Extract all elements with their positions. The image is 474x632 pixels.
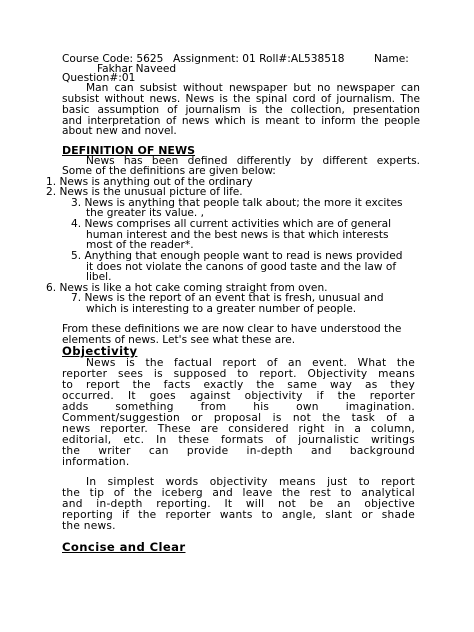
- intro-line: and interpretation of news which is meant to inform the people: [62, 115, 420, 127]
- definition-item: 2. News is the unusual picture of life.: [46, 186, 243, 198]
- definition-item: 6. News is like a hot cake coming straight from oven.: [46, 282, 328, 294]
- objectivity-line: information.: [62, 456, 130, 468]
- objectivity-line: editorial, etc. In these formats of journalistic writings: [62, 434, 415, 446]
- question-number: Question#:01: [62, 72, 136, 84]
- intro-line: subsist without news. News is the spinal cord of journalism. The: [62, 93, 420, 105]
- definition-conclusion: elements of news. Let's see what these are.: [62, 334, 296, 346]
- definition-item: 7. News is the report of an event that is fresh, unusual and: [71, 292, 384, 304]
- name-label: Name:: [374, 53, 409, 65]
- intro-line: about new and novel.: [62, 125, 177, 137]
- definition-conclusion: From these definitions we are now clear to have understood the: [62, 323, 402, 335]
- concise-heading: Concise and Clear: [62, 540, 186, 554]
- objectivity-line: to report the facts exactly the same way as they: [62, 379, 415, 391]
- definition-item-cont: which is interesting to a greater number of people.: [86, 303, 357, 315]
- objectivity-line: adds something from his own imagination.: [62, 401, 415, 413]
- definition-item: 3. News is anything that people talk about; the more it excites: [71, 197, 403, 209]
- student-name: Fakhar Naveed: [97, 63, 177, 75]
- intro-line: Man can subsist without newspaper but no newspaper can: [86, 82, 420, 94]
- objectivity-line: the tip of the iceberg and leave the rest to analytical: [62, 487, 415, 499]
- definition-lead: News has been defined differently by different experts.: [86, 155, 420, 167]
- objectivity-line: occurred. It goes against objectivity if the reporter: [62, 390, 415, 402]
- definition-lead: Some of the definitions are given below:: [62, 165, 276, 177]
- definition-item-cont: the greater its value. ,: [86, 207, 205, 219]
- intro-line: basic assumption of journalism is the collection, presentation: [62, 104, 420, 116]
- course-code: Course Code: 5625: [62, 53, 164, 65]
- definition-item: 4. News comprises all current activities which are of general: [71, 218, 392, 230]
- objectivity-line: reporting if the reporter wants to angle, slant or shade: [62, 509, 415, 521]
- assignment-roll: Assignment: 01 Roll#:AL538518: [173, 53, 345, 65]
- objectivity-line: Comment/suggestion or proposal is not the task of a: [62, 412, 415, 424]
- objectivity-line: reporter sees is supposed to report. Objectivity means: [62, 368, 415, 380]
- definition-item-cont: most of the reader*.: [86, 239, 194, 251]
- objectivity-heading: Objectivity: [62, 344, 138, 358]
- definition-item: 5. Anything that enough people want to read is news provided: [71, 250, 403, 262]
- objectivity-line: the news.: [62, 520, 116, 532]
- definition-item-cont: human interest and the best news is that which interests: [86, 229, 389, 241]
- objectivity-line: the writer can provide in-depth and background: [62, 445, 415, 457]
- definition-heading: DEFINITION OF NEWS: [62, 144, 196, 157]
- definition-item-cont: libel.: [86, 271, 112, 283]
- objectivity-line: News is the factual report of an event. What the: [86, 357, 415, 369]
- definition-item: 1. News is anything out of the ordinary: [46, 176, 253, 188]
- objectivity-line: and in-depth reporting. It will not be an objective: [62, 498, 415, 510]
- objectivity-line: news reporter. These are considered right in a column,: [62, 423, 415, 435]
- objectivity-line: In simplest words objectivity means just to report: [86, 476, 415, 488]
- definition-item-cont: it does not violate the canons of good taste and the law of: [86, 261, 397, 273]
